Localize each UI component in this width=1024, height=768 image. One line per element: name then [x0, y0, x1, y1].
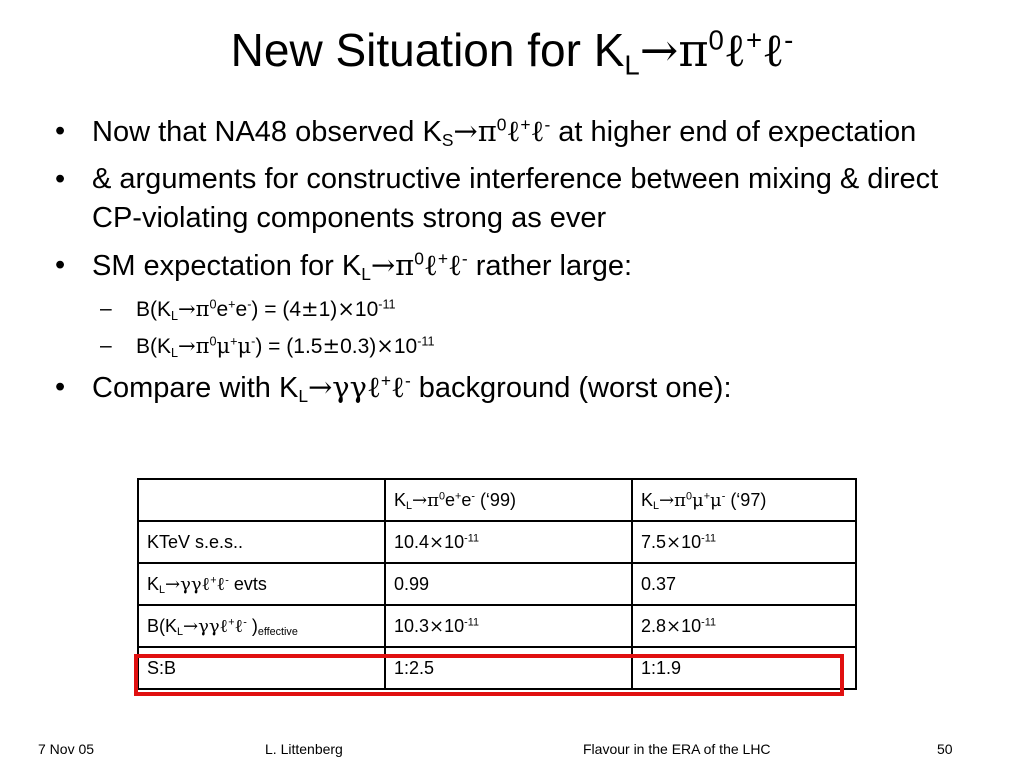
table-row [138, 563, 856, 605]
subbullet-mumu: – $B(K_L\to\pi^0\mu^+\mu^-) = (1.5\pm 0.3)\times 10^{-11}$ [50, 331, 980, 362]
bullet-na48: • Now that NA48 observed $K_S\to\pi^0\ell^+\ell^-$ at higher end of expectation [55, 114, 917, 151]
table-row-sb [138, 647, 856, 689]
table-row-label: KTeV s.e.s.. [138, 521, 385, 563]
bullet-dot: • [55, 249, 66, 281]
table-row-label: $K_L\to\gamma\gamma\ell^+\ell^-$ evts [138, 563, 385, 605]
footer-page-number: 50 [937, 741, 953, 757]
table-header-mumu: $K_L\to\pi^0\mu^+\mu^-$ (‘97) [632, 479, 856, 521]
table-cell-corner [138, 479, 385, 521]
table-row-label: $B(K_L\to\gamma\gamma\ell^+\ell^-$ )$_{effective}$ [138, 605, 385, 647]
table-cell: 1:2.5 [385, 647, 632, 689]
bullet-dot: • [55, 371, 66, 403]
bullet-dot: • [55, 115, 66, 147]
bullet-compare: • Compare with $K_L\to\gamma\gamma\ell^+\ell^-$ background (worst one): [55, 370, 732, 407]
table-row-label: S:B [138, 647, 385, 689]
table-cell: 0.37 [632, 563, 856, 605]
bullet-dot: • [55, 163, 66, 195]
table-cell: $7.5\times 10^{-11}$ [632, 521, 856, 563]
subbullet-dash: – [100, 297, 112, 320]
table-row [138, 521, 856, 563]
table-row [138, 605, 856, 647]
subbullet-ee: – $B(K_L\to\pi^0e^+e^-) = (4\pm 1)\times 10^{-11}$ [50, 294, 980, 325]
bullet-interference: • & arguments for constructive interference between mixing & direct CP-violating components strong as ever [50, 160, 980, 238]
table-cell: $2.8\times 10^{-11}$ [632, 605, 856, 647]
comparison-table [137, 478, 857, 690]
footer-event: Flavour in the ERA of the LHC [583, 741, 771, 757]
footer-author: L. Littenberg [265, 741, 343, 757]
bullet-list [50, 112, 980, 416]
table-header-ee: $K_L\to\pi^0e^+e^-$ (‘99) [385, 479, 632, 521]
bullet-sm-expectation: • SM expectation for $K_L\to\pi^0\ell^+\ell^-$ rather large: [55, 248, 633, 285]
table-header-row [138, 479, 856, 521]
table-cell: $10.4\times 10^{-11}$ [385, 521, 632, 563]
table-cell: 1:1.9 [632, 647, 856, 689]
subbullet-dash: – [100, 334, 112, 357]
table-cell: 0.99 [385, 563, 632, 605]
table-cell: $10.3\times 10^{-11}$ [385, 605, 632, 647]
slide-title: New Situation for $K_L\to\pi^0\ell^+\ell^-$ [230, 23, 794, 81]
footer-date: 7 Nov 05 [38, 741, 95, 757]
